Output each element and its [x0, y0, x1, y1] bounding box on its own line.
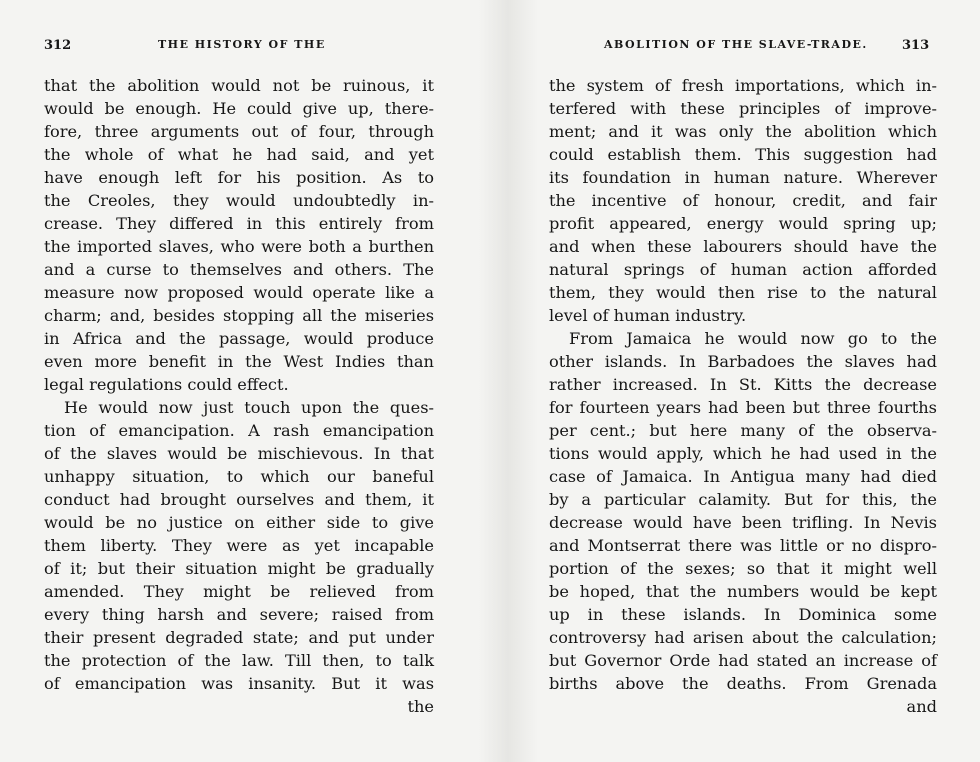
text-line: of emancipation was insanity. But it was: [44, 674, 434, 693]
right-running-head: ABOLITION OF THE SLAVE-TRADE.: [604, 38, 868, 51]
text-line: and when these labourers should have the: [549, 237, 937, 256]
text-line: and Montserrat there was little or no dispro-: [549, 536, 937, 555]
text-line: and: [906, 697, 937, 716]
text-line: could establish them. This suggestion had: [549, 145, 937, 164]
text-line: level of human industry.: [549, 306, 747, 325]
text-line: profit appeared, energy would spring up;: [549, 214, 937, 233]
text-line: have enough left for his position. As to: [44, 168, 434, 187]
text-line: From Jamaica he would now go to the: [569, 329, 937, 348]
text-line: per cent.; but here many of the observa-: [549, 421, 937, 440]
text-line: charm; and, besides stopping all the miseries: [44, 306, 434, 325]
right-page-number: 313: [902, 38, 930, 53]
text-line: the protection of the law. Till then, to talk: [44, 651, 434, 670]
text-line: natural springs of human action afforded: [549, 260, 937, 279]
text-line: crease. They differed in this entirely from: [44, 214, 434, 233]
text-line: of the slaves would be mischievous. In that: [44, 444, 434, 463]
left-page-text: [44, 74, 434, 718]
text-line: measure now proposed would operate like a: [44, 283, 434, 302]
text-line: the system of fresh importations, which in-: [549, 76, 937, 95]
text-line: them liberty. They were as yet incapable: [44, 536, 434, 555]
text-line: but Governor Orde had stated an increase of: [549, 651, 937, 670]
text-line: the imported slaves, who were both a burthen: [44, 237, 434, 256]
text-line: for fourteen years had been but three fourths: [549, 398, 937, 417]
left-running-head: THE HISTORY OF THE: [158, 38, 326, 51]
right-page: [490, 0, 980, 762]
text-line: the whole of what he had said, and yet: [44, 145, 434, 164]
text-line: that the abolition would not be ruinous, it: [44, 76, 434, 95]
text-line: in Africa and the passage, would produce: [44, 329, 434, 348]
text-line: be hoped, that the numbers would be kept: [549, 582, 937, 601]
text-line: the incentive of honour, credit, and fair: [549, 191, 937, 210]
text-line: terfered with these principles of improve-: [549, 99, 937, 118]
text-line: of it; but their situation might be gradually: [44, 559, 434, 578]
text-line: decrease would have been trifling. In Nevis: [549, 513, 937, 532]
text-line: up in these islands. In Dominica some: [549, 605, 937, 624]
text-line: unhappy situation, to which our baneful: [44, 467, 434, 486]
text-line: would be no justice on either side to give: [44, 513, 434, 532]
text-line: their present degraded state; and put under: [44, 628, 434, 647]
text-line: legal regulations could effect.: [44, 375, 289, 394]
text-line: the: [407, 697, 434, 716]
text-line: case of Jamaica. In Antigua many had died: [549, 467, 937, 486]
text-line: by a particular calamity. But for this, the: [549, 490, 937, 509]
text-line: controversy had arisen about the calculation;: [549, 628, 937, 647]
text-line: other islands. In Barbadoes the slaves had: [549, 352, 937, 371]
left-page-number: 312: [44, 38, 72, 53]
text-line: every thing harsh and severe; raised from: [44, 605, 434, 624]
text-line: rather increased. In St. Kitts the decrease: [549, 375, 937, 394]
text-line: and a curse to themselves and others. The: [44, 260, 434, 279]
text-line: He would now just touch upon the ques-: [64, 398, 434, 417]
text-line: portion of the sexes; so that it might well: [549, 559, 937, 578]
text-line: tion of emancipation. A rash emancipation: [44, 421, 434, 440]
text-line: amended. They might be relieved from: [44, 582, 434, 601]
text-line: conduct had brought ourselves and them, it: [44, 490, 434, 509]
text-line: them, they would then rise to the natural: [549, 283, 937, 302]
text-line: tions would apply, which he had used in the: [549, 444, 937, 463]
text-line: fore, three arguments out of four, through: [44, 122, 434, 141]
text-line: even more benefit in the West Indies than: [44, 352, 434, 371]
text-line: ment; and it was only the abolition which: [549, 122, 937, 141]
text-line: its foundation in human nature. Wherever: [549, 168, 937, 187]
text-line: births above the deaths. From Grenada: [549, 674, 937, 693]
text-line: the Creoles, they would undoubtedly in-: [44, 191, 434, 210]
text-line: would be enough. He could give up, there-: [44, 99, 434, 118]
right-page-text: [549, 74, 937, 718]
